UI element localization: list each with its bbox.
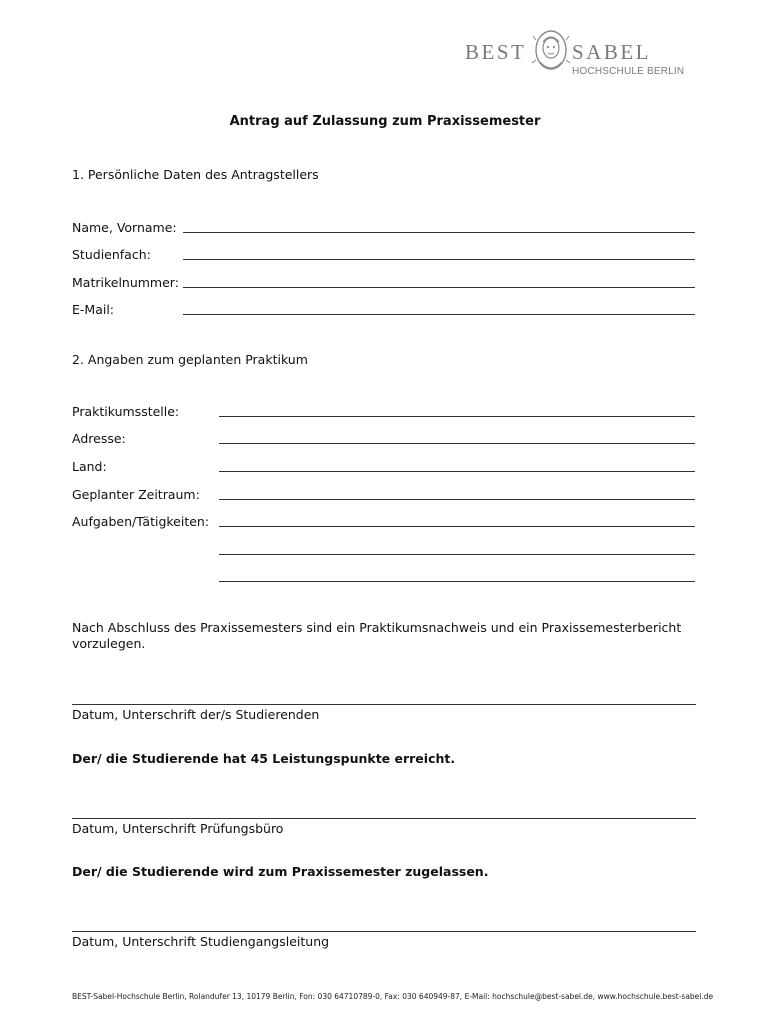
section-2-heading: 2. Angaben zum geplanten Praktikum — [72, 352, 308, 367]
signature-line-student[interactable] — [72, 704, 696, 705]
land-field[interactable] — [219, 471, 695, 472]
label-studienfach: Studienfach: — [72, 247, 151, 262]
signature-label-program-head: Datum, Unterschrift Studiengangsleitung — [72, 934, 330, 949]
admission-statement: Der/ die Studierende wird zum Praxissemester zugelassen. — [72, 864, 489, 879]
adresse-field[interactable] — [219, 443, 695, 444]
logo-word-best: BEST — [465, 40, 527, 64]
signature-label-student: Datum, Unterschrift der/s Studierenden — [72, 707, 320, 722]
footer-contact: BEST-Sabel-Hochschule Berlin, Rolandufer 13, 10179 Berlin, Fon: 030 64710789-0, Fax: 030 640949-87, E-Mail: hochschule@best-sabel.de, www.hochschule.best-sabel.de — [72, 992, 714, 1001]
praktikumsstelle-field[interactable] — [219, 416, 695, 417]
institution-logo — [458, 26, 688, 88]
label-email: E-Mail: — [72, 302, 115, 317]
label-adresse: Adresse: — [72, 431, 126, 446]
submission-note: Nach Abschluss des Praxissemesters sind ein Praktikumsnachweis und ein Praxissemesterbericht vorzulegen. — [72, 620, 682, 651]
label-name: Name, Vorname: — [72, 220, 177, 235]
credits-statement: Der/ die Studierende hat 45 Leistungspunkte erreicht. — [72, 751, 456, 766]
logo-subtitle: HOCHSCHULE BERLIN — [572, 66, 685, 77]
aufgaben-field-line-1[interactable] — [219, 526, 695, 527]
label-praktikumsstelle: Praktikumsstelle: — [72, 404, 180, 419]
signature-label-exam-office: Datum, Unterschrift Prüfungsbüro — [72, 821, 284, 836]
logo-word-sabel: SABEL — [572, 40, 652, 64]
aufgaben-field-line-2[interactable] — [219, 554, 695, 555]
email-field[interactable] — [183, 314, 695, 315]
signature-line-program-head[interactable] — [72, 931, 696, 932]
form-title: Antrag auf Zulassung zum Praxissemester — [229, 114, 541, 129]
zeitraum-field[interactable] — [219, 499, 695, 500]
label-aufgaben: Aufgaben/Tätigkeiten: — [72, 514, 210, 529]
studienfach-field[interactable] — [183, 259, 695, 260]
crest-icon — [530, 26, 572, 78]
name-field[interactable] — [183, 232, 695, 233]
aufgaben-field-line-3[interactable] — [219, 581, 695, 582]
section-1-heading: 1. Persönliche Daten des Antragstellers — [72, 167, 319, 182]
label-land: Land: — [72, 459, 107, 474]
label-matrikelnummer: Matrikelnummer: — [72, 275, 179, 290]
label-zeitraum: Geplanter Zeitraum: — [72, 487, 200, 502]
matrikelnummer-field[interactable] — [183, 287, 695, 288]
signature-line-exam-office[interactable] — [72, 818, 696, 819]
